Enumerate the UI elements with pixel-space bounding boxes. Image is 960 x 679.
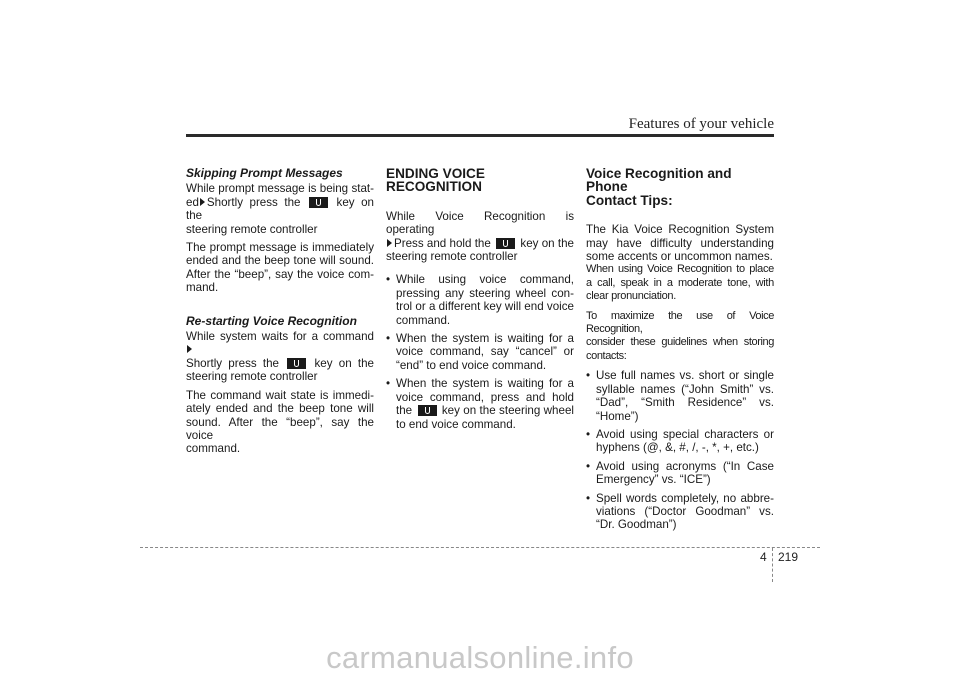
text-line: Shortly press the key on the xyxy=(186,356,374,370)
text-line: The prompt message is immediately xyxy=(186,241,374,255)
text-line: Press and hold the key on the xyxy=(386,237,574,250)
column-2 xyxy=(386,163,574,436)
ending-voice-list xyxy=(386,273,574,430)
skip-prompt-heading: Skipping Prompt Messages xyxy=(186,166,343,180)
text-line: ended and the beep tone will sound. xyxy=(186,254,374,268)
restart-paragraph-2 xyxy=(186,389,374,456)
text-line: The command wait state is immedi- xyxy=(186,388,374,402)
page-number: 219 xyxy=(778,550,799,564)
text-line: After the “beep”, say the voice com- xyxy=(186,267,374,281)
list-item: • When the system is waiting for a voice command, press and hold the key on the steering wheel to end voice command. xyxy=(386,377,574,431)
tips-paragraph-1: The Kia Voice Recognition System may have difficulty understanding some accents or uncommon names. xyxy=(586,223,774,264)
skip-prompt-paragraph-2 xyxy=(186,241,374,295)
page-number-separator xyxy=(772,548,773,582)
text-line: steering remote controller xyxy=(186,370,318,384)
text-line: sound. After the “beep”, say the voice xyxy=(186,415,374,442)
column-3 xyxy=(586,163,774,537)
column-1 xyxy=(186,163,374,456)
tips-paragraph-3: To maximize the use of Voice Recognition, consider these guidelines when storing contacts: xyxy=(586,309,774,362)
footer-divider xyxy=(140,547,820,548)
heading-line: RECOGNITION xyxy=(386,179,482,195)
restart-paragraph-1 xyxy=(186,330,374,384)
list-item: • Use full names vs. short or single syllable names (“John Smith” vs. “Dad”, “Smith Residence” vs. “Home”) xyxy=(586,369,774,423)
list-item: • When the system is waiting for a voice command, say “cancel” or “end” to end voice command. xyxy=(386,332,574,372)
chapter-number: 4 xyxy=(760,550,767,564)
ending-voice-heading xyxy=(386,167,574,194)
heading-line: Contact Tips: xyxy=(586,192,673,208)
text-line: command. xyxy=(186,442,241,456)
list-item: • Avoid using special characters or hyphens (@, &, #, /, -, *, +, etc.) xyxy=(586,428,774,455)
heading-line: ENDING VOICE xyxy=(386,166,485,181)
text-line: steering remote controller xyxy=(186,222,318,236)
arrow-right-icon xyxy=(187,345,192,353)
tips-paragraph-2: When using Voice Recognition to place a call, speak in a moderate tone, with clear pronunciation. xyxy=(586,263,774,303)
ending-voice-intro xyxy=(386,210,574,264)
restart-heading: Re-starting Voice Recognition xyxy=(186,313,357,328)
arrow-right-icon xyxy=(387,239,392,247)
tips-list xyxy=(586,369,774,531)
text-line: mand. xyxy=(186,281,219,295)
arrow-right-icon xyxy=(200,198,205,206)
text-line: While prompt message is being stat- xyxy=(186,182,374,196)
skip-prompt-paragraph-1 xyxy=(186,182,374,236)
text-line: ately ended and the beep tone will xyxy=(186,402,374,416)
list-item: • While using voice command, pressing any steering wheel con- trol or a different key will end voice command. xyxy=(386,273,574,327)
text-line: steering remote controller xyxy=(386,250,518,264)
text-line: ed Shortly press the key on the xyxy=(186,195,374,223)
header-title: Features of your vehicle xyxy=(628,116,774,132)
talk-key-icon xyxy=(496,238,515,249)
talk-key-icon xyxy=(287,358,306,369)
list-item: • Avoid using acronyms (“In Case Emergency” vs. “ICE”) xyxy=(586,460,774,487)
watermark: carmanualsonline.info xyxy=(326,640,634,675)
header-rule xyxy=(186,134,774,137)
heading-line: Voice Recognition and Phone xyxy=(586,166,732,195)
talk-key-icon xyxy=(309,197,328,208)
talk-key-icon xyxy=(418,405,437,416)
text-line: While system waits for a command xyxy=(186,330,374,357)
voice-tips-heading xyxy=(586,167,774,207)
text-line: While Voice Recognition is operating xyxy=(386,209,574,237)
list-item: • Spell words completely, no abbre- viations (“Doctor Goodman” vs. “Dr. Goodman”) xyxy=(586,492,774,532)
